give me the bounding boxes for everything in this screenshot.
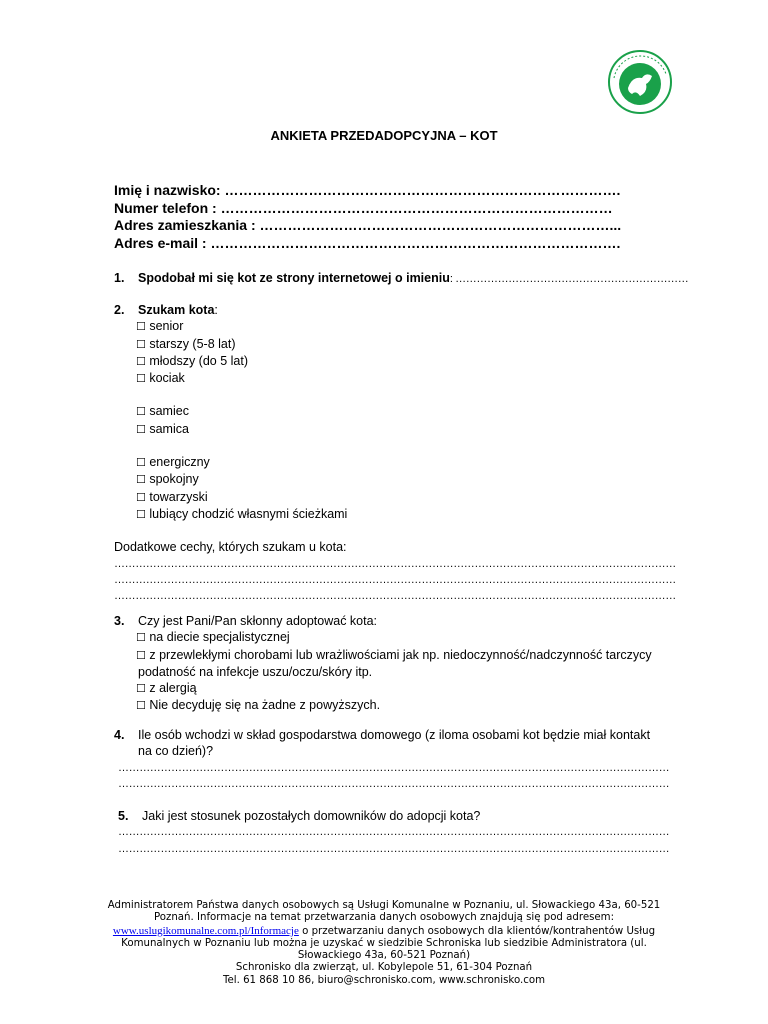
checkbox-option[interactable]: ☐ samiec [136,404,189,419]
shelter-address: Schronisko dla zwierząt, ul. Kobylepole 51, 61-304 Poznań [235,962,533,974]
question-number: 1. [114,271,125,285]
checkbox-option[interactable]: ☐ z przewlekłymi chorobami lub wrażliwościami jak np. niedoczynność/nadczynność tarczycy [136,647,652,662]
answer-line[interactable]: …………………………………………………………………………………………………………………………………………… [114,573,676,586]
address-field[interactable]: Adres zamieszkania : …………………………………………………………………... [114,217,622,233]
footer-gdpr-notice: Administratorem Państwa danych osobowych są Usługi Komunalne w Poznaniu, ul. Słowackiego 43a, 60-521 Poznań. Informacje na temat przetwarzania danych osobowych znajdują się pod adresem: www.uslugikomunalne.com.pl/Informacje o przetwarzaniu danych osobowych dla klientów/kontrahentów Usług Komunalnych w Poznaniu lub można je uzyskać w siedzibie Schroniska lub siedzibie Administratora (ul. Słowackiego 43a, 60-521 Poznań) Schronisko dla zwierząt, ul. Kobylepole 51, 61-304 Poznań Tel. 61 868 10 86, biuro@schronisko.com, www.schronisko.com [90,900,678,987]
cat-name-field[interactable]: : ………………………………………………………… [449,273,689,285]
checkbox-icon[interactable]: ☐ [136,355,146,368]
form-title: ANKIETA PRZEDADOPCYJNA – KOT [270,128,498,143]
checkbox-option[interactable]: ☐ energiczny [136,455,210,470]
question-label: Jaki jest stosunek pozostałych domowników do adopcji kota? [142,809,481,823]
option-continuation: podatność na infekcje uszu/oczu/skóry itp. [138,664,373,679]
checkbox-option[interactable]: ☐ starszy (5-8 lat) [136,336,236,351]
name-field[interactable]: Imię i nazwisko: …………………………………………………………………………. [114,182,621,198]
extra-traits-label: Dodatkowe cechy, których szukam u kota: [114,540,347,555]
checkbox-option[interactable]: ☐ spokojny [136,472,199,487]
question-label: Ile osób wchodzi w skład gospodarstwa domowego (z iloma osobami kot będzie miał kontakt [138,728,651,742]
phone-field[interactable]: Numer telefon : ………………………………………………………………………… [114,199,613,216]
checkbox-option[interactable]: ☐ na diecie specjalistycznej [136,630,290,645]
checkbox-option[interactable]: ☐ kociak [136,371,185,386]
checkbox-icon[interactable]: ☐ [136,338,146,351]
checkbox-icon[interactable]: ☐ [136,423,146,436]
answer-line[interactable]: ………………………………………………………………………………………………………………………………………… [118,777,670,790]
checkbox-option[interactable]: ☐ senior [136,319,184,334]
question-label: Spodobał mi się kot ze strony internetowej o imieniu [138,271,450,285]
email-field[interactable]: Adres e-mail : ……………………………………………………………………………. [114,234,621,251]
question-2: 2. Szukam kota: ☐ senior ☐ starszy (5-8 lat) ☐ młodszy (do 5 lat) ☐ kociak ☐ samiec ☐ samica ☐ energiczny ☐ spokojny ☐ towarzyski ☐ lubiący chodzić własnymi ścieżkami Dodatkowe cechy, których szukam u kota: …………………………………………………………………………………………………………………………………………… …………………………………………………………………………………………………………………………………………… …………………………………………………………………………………………………………………………………………… [114,302,676,604]
checkbox-icon[interactable]: ☐ [136,649,146,662]
checkbox-icon[interactable]: ☐ [136,683,146,696]
answer-line[interactable]: ………………………………………………………………………………………………………………………………………… [118,842,670,855]
checkbox-icon[interactable]: ☐ [136,491,146,504]
question-4 [114,727,669,792]
question-number: 5. [118,809,129,823]
info-link[interactable]: www.uslugikomunalne.com.pl/Informacje [112,924,299,937]
answer-line[interactable]: …………………………………………………………………………………………………………………………………………… [114,590,676,603]
shelter-contact: Tel. 61 868 10 86, biuro@schronisko.com, www.schronisko.com [223,974,545,986]
checkbox-option[interactable]: ☐ lubiący chodzić własnymi ścieżkami [136,506,348,521]
personal-data-section [114,182,621,252]
checkbox-icon[interactable]: ☐ [136,474,146,487]
question-number: 3. [114,614,125,628]
checkbox-icon[interactable]: ☐ [136,373,146,386]
question-5 [118,808,669,857]
checkbox-icon[interactable]: ☐ [136,406,146,419]
checkbox-option[interactable]: ☐ młodszy (do 5 lat) [136,353,249,368]
answer-line[interactable]: ………………………………………………………………………………………………………………………………………… [118,761,670,774]
answer-line[interactable]: …………………………………………………………………………………………………………………………………………… [114,557,676,570]
checkbox-icon[interactable]: ☐ [136,632,146,645]
checkbox-icon[interactable]: ☐ [136,457,146,470]
checkbox-icon[interactable]: ☐ [136,321,146,334]
checkbox-icon[interactable]: ☐ [136,700,146,713]
question-3 [114,613,652,715]
answer-line[interactable]: ………………………………………………………………………………………………………………………………………… [118,826,670,839]
checkbox-icon[interactable]: ☐ [136,508,146,521]
checkbox-option[interactable]: ☐ samica [136,421,189,436]
shelter-logo-icon [606,48,674,116]
question-label: Czy jest Pani/Pan skłonny adoptować kota: [138,614,378,628]
checkbox-option[interactable]: ☐ towarzyski [136,489,208,504]
question-number: 2. [114,303,125,317]
checkbox-option[interactable]: ☐ Nie decyduję się na żadne z powyższych. [136,698,381,713]
question-label-continuation: na co dzień)? [138,744,214,759]
question-1 [114,270,688,287]
checkbox-option[interactable]: ☐ z alergią [136,681,197,696]
question-number: 4. [114,728,125,742]
question-label: Szukam kota [138,303,215,317]
